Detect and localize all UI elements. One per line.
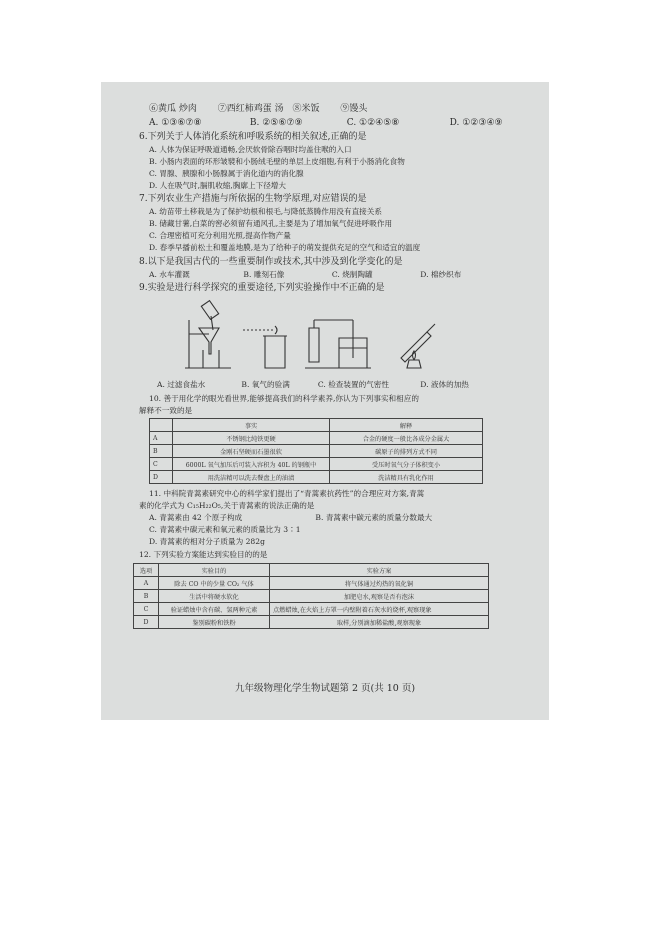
q6-stem: 6.下列关于人体消化系统和呼吸系统的相关叙述,正确的是 bbox=[139, 132, 367, 142]
table-cell: C bbox=[134, 603, 159, 616]
q9-stem: 9.实验是进行科学探究的重要途径,下列实验操作中不正确的是 bbox=[139, 283, 385, 293]
q9-options bbox=[157, 380, 469, 390]
q10-fact-table bbox=[149, 418, 483, 484]
q8-option-a: A. 水车灌溉 bbox=[149, 270, 190, 279]
table-row bbox=[134, 590, 489, 603]
table-header-row bbox=[150, 419, 483, 432]
q9-option-c: C. 检查装置的气密性 bbox=[317, 380, 389, 389]
q5-option-a: A. ①③⑥⑦⑧ bbox=[149, 118, 202, 128]
q11-option-c: C. 青蒿素中碳元素和氧元素的质量比为 3∶1 bbox=[149, 525, 301, 534]
q7-option-b: B. 储藏甘薯,白菜的窖必须留有通风孔,主要是为了增加氧气促进呼吸作用 bbox=[149, 219, 393, 228]
table-cell: A bbox=[134, 577, 159, 590]
q5-option-d: D. ①②③④⑨ bbox=[449, 118, 503, 128]
q11-options-ab bbox=[149, 513, 432, 523]
header-cell: 解释 bbox=[330, 419, 483, 432]
table-cell: 受压时氧气分子体积变小 bbox=[330, 458, 483, 471]
q12-experiment-table bbox=[133, 563, 489, 629]
q10-stem-line1: 10. 善于用化学的眼光看世界,能够提高我们的科学素养,你认为下列事实和相应的 bbox=[149, 394, 419, 403]
q5-option-c: C. ①②④⑤⑧ bbox=[346, 118, 400, 128]
page-footer: 九年级物理化学生物试题第 2 页(共 10 页) bbox=[234, 683, 416, 694]
q7-option-d: D. 春季早播前松土和覆盖地膜,是为了给种子的萌发提供充足的空气和适宜的温度 bbox=[149, 243, 421, 252]
q5-options bbox=[149, 118, 503, 129]
q11-stem-line2: 素的化学式为 C₁₅H₂₂O₅,关于青蒿素的说法正确的是 bbox=[139, 501, 315, 510]
table-cell: D bbox=[150, 471, 173, 484]
header-cell: 实验方案 bbox=[270, 564, 489, 577]
table-cell: 不锈钢比纯铁更硬 bbox=[173, 432, 330, 445]
food-options-line bbox=[149, 104, 367, 115]
q8-option-c: C. 烧制陶罐 bbox=[331, 270, 373, 279]
table-row bbox=[134, 616, 489, 629]
food-option-6: ⑥黄瓜 炒肉 bbox=[149, 104, 197, 114]
q8-options bbox=[149, 270, 461, 280]
header-cell bbox=[150, 419, 173, 432]
exam-page-photo bbox=[101, 82, 549, 720]
q6-option-b: B. 小肠内表面的环形皱襞和小肠绒毛壁的单层上皮细胞,有利于小肠消化食物 bbox=[149, 157, 405, 166]
table-row bbox=[134, 603, 489, 616]
table-cell: 合金的硬度一般比各成分金属大 bbox=[330, 432, 483, 445]
q9-option-b: B. 氧气的验满 bbox=[241, 380, 290, 389]
q6-option-c: C. 胃腺、胰腺和小肠腺属于消化道内的消化腺 bbox=[149, 169, 304, 178]
q11-option-b: B. 青蒿素中碳元素的质量分数最大 bbox=[315, 513, 433, 522]
table-cell: B bbox=[150, 445, 173, 458]
q10-stem-line2: 解释不一致的是 bbox=[139, 406, 193, 415]
table-row bbox=[150, 432, 483, 445]
airtightness-check-figure bbox=[301, 314, 377, 372]
table-cell: D bbox=[134, 616, 159, 629]
liquid-heating-figure bbox=[391, 318, 441, 372]
table-row bbox=[150, 445, 483, 458]
q8-option-b: B. 雕刻石像 bbox=[243, 270, 285, 279]
table-cell: A bbox=[150, 432, 173, 445]
q7-option-a: A. 幼苗带土移栽是为了保护幼根和根毛,与降低蒸腾作用没有直接关系 bbox=[149, 207, 382, 216]
table-cell: 金刚石坚硬而石墨很软 bbox=[173, 445, 330, 458]
table-cell: 碳原子的排列方式不同 bbox=[330, 445, 483, 458]
table-cell: C bbox=[150, 458, 173, 471]
q11-option-a: A. 青蒿素由 42 个原子构成 bbox=[149, 513, 243, 522]
table-row bbox=[150, 458, 483, 471]
table-cell: B bbox=[134, 590, 159, 603]
food-option-9: ⑨馒头 bbox=[340, 104, 368, 114]
q6-option-a: A. 人体为保证呼吸道通畅,会厌软骨除吞咽时均盖住喉的入口 bbox=[149, 145, 352, 154]
q11-option-d: D. 青蒿素的相对分子质量为 282g bbox=[149, 537, 265, 546]
table-row bbox=[150, 471, 483, 484]
header-cell: 选项 bbox=[134, 564, 159, 577]
q9-option-d: D. 液体的加热 bbox=[420, 380, 469, 389]
header-cell: 事实 bbox=[173, 419, 330, 432]
filtration-apparatus-figure bbox=[175, 298, 239, 372]
table-cell: 除去 CO 中的少量 CO₂ 气体 bbox=[159, 577, 270, 590]
q8-stem: 8.以下是我国古代的一些重要制作或技术,其中涉及到化学变化的是 bbox=[139, 257, 403, 267]
table-cell: 6000L 氧气加压后可装入容积为 40L 的钢瓶中 bbox=[173, 458, 330, 471]
q5-option-b: B. ②⑤⑥⑦⑨ bbox=[249, 118, 303, 128]
header-cell: 实验目的 bbox=[159, 564, 270, 577]
table-cell: 鉴别碳粉和铁粉 bbox=[159, 616, 270, 629]
table-cell: 洗洁精具有乳化作用 bbox=[330, 471, 483, 484]
food-option-7: ⑦西红柿鸡蛋 汤 bbox=[217, 104, 284, 114]
q8-option-d: D. 棉纱织布 bbox=[420, 270, 462, 279]
table-cell: 将气体通过灼热的氧化铜 bbox=[270, 577, 489, 590]
table-cell: 加肥皂水,观察是否有泡沫 bbox=[270, 590, 489, 603]
table-cell: 验证蜡烛中含有碳、氢两种元素 bbox=[159, 603, 270, 616]
table-cell: 取样,分别滴加稀盐酸,观察现象 bbox=[270, 616, 489, 629]
table-row bbox=[134, 577, 489, 590]
food-option-8: ⑧米饭 bbox=[292, 104, 320, 114]
table-header-row bbox=[134, 564, 489, 577]
q9-option-a: A. 过滤食盐水 bbox=[157, 380, 206, 389]
table-cell: 生活中将硬水软化 bbox=[159, 590, 270, 603]
q12-stem: 12. 下列实验方案能达到实验目的的是 bbox=[139, 550, 268, 559]
q6-option-d: D. 人在吸气时,膈肌收缩,胸廓上下径增大 bbox=[149, 181, 286, 190]
q7-stem: 7.下列农业生产措施与所依据的生物学原理,对应错误的是 bbox=[139, 194, 367, 204]
q7-option-c: C. 合理密植可充分利用光照,提高作物产量 bbox=[149, 231, 291, 240]
table-cell: 用洗洁精可以洗去餐盘上的油渍 bbox=[173, 471, 330, 484]
table-cell: 点燃蜡烛,在火焰上方罩一内壁附着石灰水的烧杯,观察现象 bbox=[270, 603, 489, 616]
q11-stem-line1: 11. 中科院青蒿素研究中心的科学家们提出了“青蒿素抗药性”的合理应对方案,青蒿 bbox=[149, 489, 425, 498]
oxygen-test-figure bbox=[239, 320, 295, 372]
